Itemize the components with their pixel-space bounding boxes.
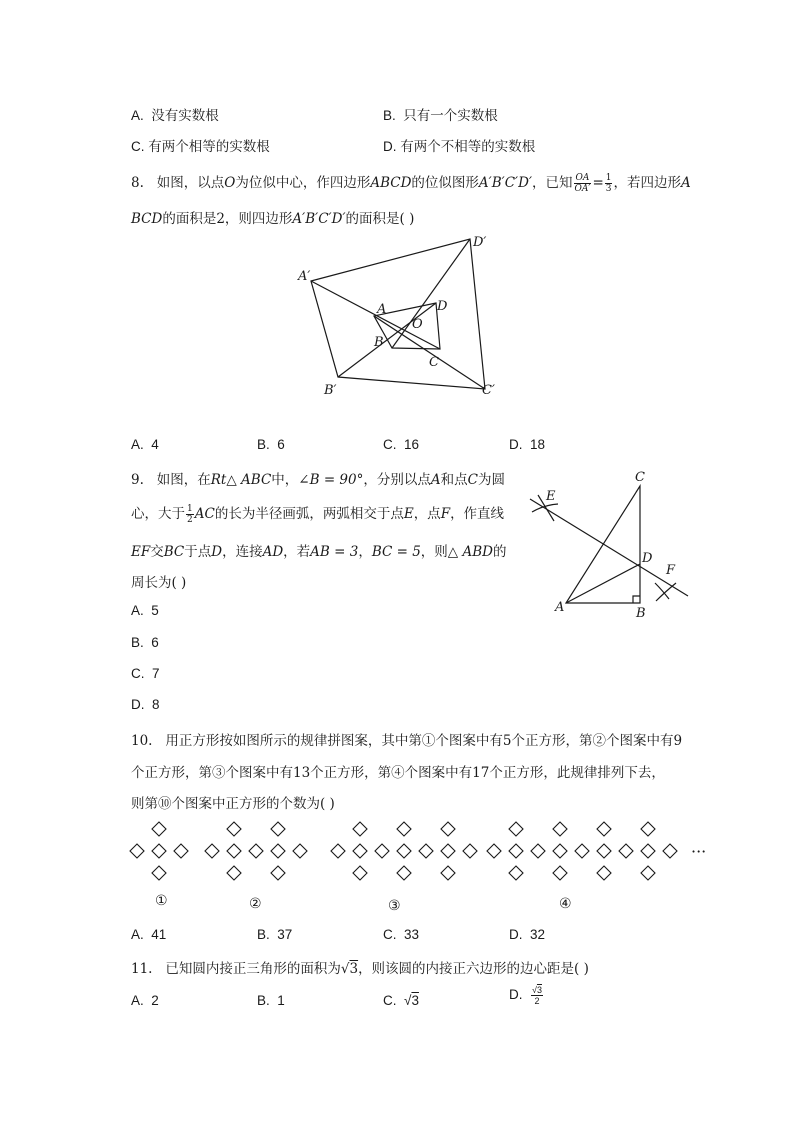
q9-option-d: D. 8	[131, 697, 160, 712]
pattern-square	[130, 844, 144, 858]
pattern-square	[331, 844, 345, 858]
q8-label-a: A	[377, 302, 387, 317]
q10-number: 10.	[131, 733, 153, 749]
q10-option-a: A. 41	[131, 927, 167, 942]
pattern-square	[441, 866, 455, 880]
pattern-square	[227, 822, 241, 836]
pattern-square	[597, 866, 611, 880]
q10-pattern-label-4: ④	[559, 896, 572, 912]
q9-label-f: F	[666, 563, 676, 578]
pattern-square	[575, 844, 589, 858]
q10-pattern-label-2: ②	[249, 896, 262, 912]
pattern-square	[553, 844, 567, 858]
pattern-square	[619, 844, 633, 858]
pattern-square	[397, 866, 411, 880]
pattern-square	[663, 844, 677, 858]
pattern-square	[271, 844, 285, 858]
pattern-square	[397, 844, 411, 858]
q8-figure	[290, 228, 505, 403]
pattern-square	[419, 844, 433, 858]
q8-stem-line1: 8. 如图，以点O为位似中心，作四边形ABCD的位似图形A′B′C′D′，已知 $\frac{OA}{OA'}$ = $\frac{1}{3}$ ，若四边形A	[131, 173, 691, 194]
q9-line-ad	[566, 564, 640, 603]
pattern-square	[531, 844, 545, 858]
q10-option-d: D. 32	[509, 927, 546, 942]
q8-label-c-prime: C′	[482, 383, 495, 398]
pattern-square	[375, 844, 389, 858]
q9-line-ef	[530, 499, 688, 596]
q8-option-c: C. 16	[383, 437, 420, 452]
q10-option-c: C. 33	[383, 927, 420, 942]
q9-stem-line2: 心，大于 $\frac{1}{2}$ AC的长为半径画弧，两弧相交于点E，点F，作直线	[131, 504, 505, 525]
q8-one-third: $\frac{1}{3}$	[605, 173, 612, 194]
pattern-square	[397, 822, 411, 836]
q8-label-b-prime: B′	[324, 383, 337, 398]
q7-option-a: A. 没有实数根	[131, 108, 219, 123]
q9-figure	[510, 466, 695, 626]
q10-pattern-label-1: ①	[155, 893, 168, 909]
pattern-square	[441, 844, 455, 858]
pattern-square	[174, 844, 188, 858]
q9-label-c: C	[635, 470, 645, 485]
pattern-square	[353, 844, 367, 858]
q8-ratio-fraction: $\frac{OA}{OA'}$	[574, 173, 591, 194]
q9-label-e: E	[546, 489, 556, 504]
q10-option-b: B. 37	[257, 927, 293, 942]
pattern-square	[463, 844, 477, 858]
q10-stem-line3: 则第⑩个图案中正方形的个数为( )	[131, 796, 335, 812]
q8-option-b: B. 6	[257, 437, 285, 452]
pattern-square	[152, 822, 166, 836]
pattern-square	[227, 866, 241, 880]
q8-option-d: D. 18	[509, 437, 546, 452]
pattern-square	[152, 866, 166, 880]
q8-label-a-prime: A′	[298, 269, 311, 284]
pattern-square	[509, 844, 523, 858]
q9-label-b: B	[636, 606, 646, 621]
q9-label-d: D	[642, 551, 653, 566]
q11-number: 11.	[131, 961, 153, 977]
q11-option-c: C. √3	[383, 993, 419, 1008]
pattern-square	[441, 822, 455, 836]
q8-option-a: A. 4	[131, 437, 159, 452]
q11-stem: 11. 已知圆内接正三角形的面积为√3，则该圆的内接正六边形的边心距是( )	[131, 961, 589, 977]
q9-one-half: $\frac{1}{2}$	[187, 504, 193, 525]
q9-option-b: B. 6	[131, 635, 159, 650]
pattern-square	[641, 844, 655, 858]
q9-label-a: A	[555, 600, 565, 615]
pattern-square	[293, 844, 307, 858]
q11-option-a: A. 2	[131, 993, 159, 1008]
pattern-square	[227, 844, 241, 858]
pattern-square	[509, 822, 523, 836]
q8-label-b: B	[374, 335, 384, 350]
pattern-square	[553, 866, 567, 880]
pattern-square	[205, 844, 219, 858]
q9-stem-line3: EF交BC于点D，连接AD，若AB = 3，BC = 5，则△ ABD的	[131, 544, 507, 560]
q11-option-b: B. 1	[257, 993, 285, 1008]
sqrt-icon: √	[340, 961, 350, 977]
pattern-square	[271, 822, 285, 836]
pattern-square	[597, 822, 611, 836]
pattern-square	[509, 866, 523, 880]
q11-option-d: D. $\frac{√3}{2}$	[509, 985, 542, 1006]
q10-pattern-label-3: ③	[388, 898, 401, 914]
pattern-square	[553, 822, 567, 836]
q8-number: 8.	[131, 175, 144, 191]
q7-option-d: D. 有两个不相等的实数根	[383, 139, 536, 154]
q11-option-d-fraction: $\frac{√3}{2}$	[532, 985, 542, 1006]
q10-patterns-figure	[120, 815, 720, 915]
q7-option-c: C. 有两个相等的实数根	[131, 139, 270, 154]
pattern-square	[353, 866, 367, 880]
q10-ellipsis: ···	[691, 842, 707, 861]
q8-label-d-prime: D′	[473, 235, 487, 250]
pattern-square	[641, 866, 655, 880]
pattern-square	[641, 822, 655, 836]
q9-option-c: C. 7	[131, 666, 160, 681]
q9-stem-line4: 周长为( )	[131, 575, 187, 591]
q8-label-c: C	[429, 355, 439, 370]
q10-stem-line1: 10. 用正方形按如图所示的规律拼图案，其中第①个图案中有5个正方形，第②个图案中有9	[131, 733, 683, 749]
q8-label-d: D	[437, 299, 448, 314]
q9-number: 9.	[131, 472, 144, 488]
sqrt-icon: √	[532, 985, 537, 995]
pattern-square	[487, 844, 501, 858]
q9-stem-line1: 9. 如图，在Rt△ ABC中，∠B = 90°，分别以点A和点C为圆	[131, 472, 505, 488]
q8-stem-line2: BCD的面积是2，则四边形A′B′C′D′的面积是( )	[131, 211, 415, 227]
pattern-square	[353, 822, 367, 836]
q8-outer-quadrilateral	[311, 239, 485, 389]
q9-right-angle-mark	[633, 596, 640, 603]
q7-option-b: B. 只有一个实数根	[383, 108, 498, 123]
pattern-square	[271, 866, 285, 880]
q8-label-o: O	[412, 317, 423, 332]
pattern-square	[597, 844, 611, 858]
pattern-square	[152, 844, 166, 858]
q9-option-a: A. 5	[131, 603, 159, 618]
q10-stem-line2: 个正方形，第③个图案中有13个正方形，第④个图案中有17个正方形，此规律排列下去，	[131, 765, 665, 781]
sqrt-icon: √	[404, 993, 412, 1008]
pattern-square	[249, 844, 263, 858]
